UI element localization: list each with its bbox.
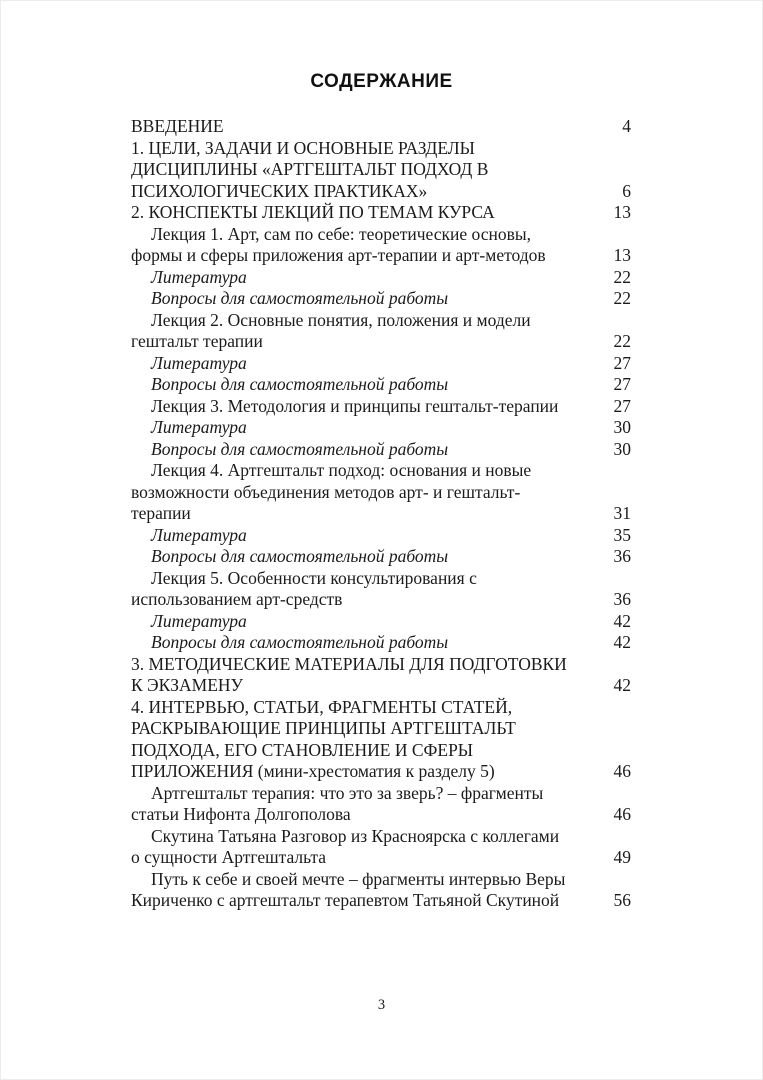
toc-entry-page-number: 13 <box>613 245 631 265</box>
toc-entry-page-number: 36 <box>613 589 631 609</box>
toc-line <box>131 503 631 525</box>
toc-entry-page-number: 13 <box>613 202 631 222</box>
toc-line <box>131 245 631 267</box>
toc-entry-text: ПРИЛОЖЕНИЯ (мини-хрестоматия к разделу 5) <box>131 761 495 781</box>
toc-line <box>131 525 631 547</box>
toc-entry-page-number: 42 <box>613 610 631 631</box>
toc-entry-page-number: 27 <box>613 395 631 416</box>
toc-entry-text: терапии <box>131 503 191 523</box>
toc-entry-page-number: 36 <box>613 546 631 566</box>
toc-entry-page-number: 56 <box>613 890 631 910</box>
toc-line <box>131 675 631 697</box>
toc-entry-text: Литература <box>151 610 247 631</box>
toc-entry-text: о сущности Артгештальта <box>131 847 327 867</box>
toc-entry-text: Вопросы для самостоятельной работы <box>151 546 449 566</box>
toc-line <box>131 159 631 181</box>
toc-entry-text: Вопросы для самостоятельной работы <box>151 374 449 394</box>
toc-entry-text: ПОДХОДА, ЕГО СТАНОВЛЕНИЕ И СФЕРЫ <box>131 739 474 760</box>
toc-line <box>131 267 631 289</box>
toc-entry-page-number: 6 <box>622 180 631 201</box>
toc-line <box>131 568 631 590</box>
toc-line <box>131 804 631 826</box>
toc-entry-page-number: 4 <box>622 116 631 136</box>
toc-line <box>131 374 631 396</box>
toc-line <box>131 138 631 160</box>
toc-entry-page-number: 22 <box>613 331 631 351</box>
toc-entry-text: Вопросы для самостоятельной работы <box>151 438 449 459</box>
toc-line <box>131 740 631 762</box>
toc-entry-text: Вопросы для самостоятельной работы <box>151 288 449 308</box>
toc-line <box>131 116 631 138</box>
toc-line <box>131 181 631 203</box>
toc-entry-page-number: 46 <box>613 761 631 781</box>
toc-line <box>131 718 631 740</box>
toc-entry-text: Скутина Татьяна Разговор из Красноярска с коллегами <box>151 825 560 846</box>
toc-entry-page-number: 35 <box>613 524 631 545</box>
toc-line <box>131 202 631 224</box>
page-number: 3 <box>377 997 386 1013</box>
toc-entry-text: Кириченко с артгештальт терапевтом Татьяной Скутиной <box>131 890 560 910</box>
toc-entry-page-number: 22 <box>613 266 631 287</box>
toc-entry-page-number: 49 <box>613 847 631 867</box>
toc-line <box>131 761 631 783</box>
toc-entry-text: ПСИХОЛОГИЧЕСКИХ ПРАКТИКАХ» <box>131 180 428 201</box>
toc-entry-text: РАСКРЫВАЮЩИЕ ПРИНЦИПЫ АРТГЕШТАЛЬТ <box>131 718 516 738</box>
toc-entry-text: использованием арт-средств <box>131 589 343 609</box>
toc-entry-page-number: 31 <box>613 503 631 523</box>
toc-line <box>131 353 631 375</box>
toc-entry-text: ВВЕДЕНИЕ <box>131 116 224 136</box>
toc-entry-page-number: 46 <box>613 804 631 824</box>
toc-entry-text: формы и сферы приложения арт-терапии и арт-методов <box>131 245 546 265</box>
toc-entry-text: Лекция 2. Основные понятия, положения и модели <box>151 309 531 330</box>
toc-line <box>131 224 631 246</box>
toc-entry-text: ДИСЦИПЛИНЫ «АРТГЕШТАЛЬТ ПОДХОД В <box>131 159 489 179</box>
toc-line <box>131 546 631 568</box>
toc-entry-text: Литература <box>151 524 247 545</box>
toc-entry-text: гештальт терапии <box>131 331 263 351</box>
toc-line <box>131 783 631 805</box>
toc-entry-text: 4. ИНТЕРВЬЮ, СТАТЬИ, ФРАГМЕНТЫ СТАТЕЙ, <box>131 696 513 717</box>
toc-entry-page-number: 27 <box>613 374 631 394</box>
toc-line <box>131 396 631 418</box>
toc-line <box>131 869 631 891</box>
toc-entry-text: Артгештальт терапия: что это за зверь? – фрагменты <box>151 782 544 803</box>
toc-line <box>131 288 631 310</box>
toc-entry-page-number: 30 <box>613 417 631 437</box>
toc-line <box>131 439 631 461</box>
toc-entry-text: Литература <box>151 266 247 287</box>
toc-line <box>131 890 631 912</box>
toc-line <box>131 697 631 719</box>
toc-entry-page-number: 22 <box>613 288 631 308</box>
toc-entry-text: 2. КОНСПЕКТЫ ЛЕКЦИЙ ПО ТЕМАМ КУРСА <box>131 202 495 222</box>
toc-line <box>131 632 631 654</box>
toc-entry-text: Литература <box>151 417 247 437</box>
toc-line <box>131 611 631 633</box>
toc-entry-text: Вопросы для самостоятельной работы <box>151 632 449 652</box>
toc-entry-page-number: 27 <box>613 352 631 373</box>
toc-entry-text: Лекция 5. Особенности консультирования с <box>151 567 477 588</box>
toc-line <box>131 460 631 482</box>
toc-line <box>131 310 631 332</box>
page-title: СОДЕРЖАНИЕ <box>310 71 453 92</box>
toc-line <box>131 847 631 869</box>
toc-entry-text: Лекция 1. Арт, сам по себе: теоретические основы, <box>151 223 531 244</box>
toc-line <box>131 826 631 848</box>
toc-line <box>131 654 631 676</box>
toc-entry-text: Лекция 3. Методология и принципы гештальт-терапии <box>151 395 559 416</box>
toc-line <box>131 331 631 353</box>
toc-entry-text: Путь к себе и своей мечте – фрагменты интервью Веры <box>151 868 566 889</box>
toc-line <box>131 417 631 439</box>
toc-entry-page-number: 42 <box>613 632 631 652</box>
toc-line <box>131 482 631 504</box>
toc-list <box>131 116 631 912</box>
toc-entry-text: 3. МЕТОДИЧЕСКИЕ МАТЕРИАЛЫ ДЛЯ ПОДГОТОВКИ <box>131 653 567 674</box>
toc-entry-text: 1. ЦЕЛИ, ЗАДАЧИ И ОСНОВНЫЕ РАЗДЕЛЫ <box>131 137 475 158</box>
toc-entry-text: возможности объединения методов арт- и гештальт- <box>131 481 521 502</box>
toc-entry-text: Литература <box>151 352 247 373</box>
toc-entry-text: К ЭКЗАМЕНУ <box>131 675 243 695</box>
toc-entry-text: Лекция 4. Артгештальт подход: основания и новые <box>151 460 532 480</box>
toc-entry-page-number: 30 <box>613 438 631 459</box>
toc-entry-text: статьи Нифонта Долгополова <box>131 804 351 824</box>
toc-line <box>131 589 631 611</box>
toc-entry-page-number: 42 <box>613 675 631 695</box>
